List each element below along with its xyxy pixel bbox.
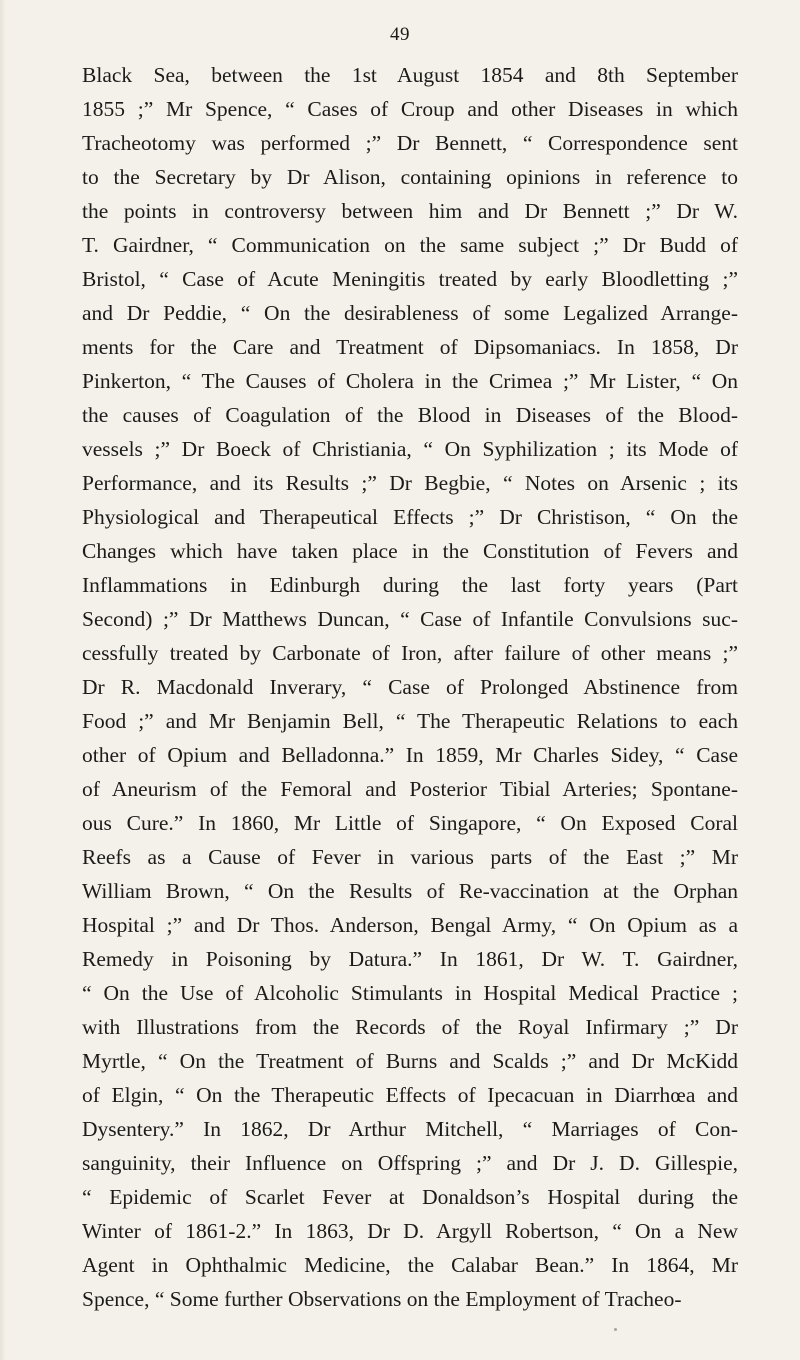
text-line: Agent in Ophthalmic Medicine, the Calabar Bean.” In 1864, Mr	[82, 1253, 738, 1277]
text-line: “ On the Use of Alcoholic Stimulants in Hospital Medical Practice ;	[82, 981, 738, 1005]
text-line: sanguinity, their Influence on Offspring ;” and Dr J. D. Gillespie,	[82, 1151, 738, 1175]
text-line: Dr R. Macdonald Inverary, “ Case of Prolonged Abstinence from	[82, 675, 738, 699]
text-line: ments for the Care and Treatment of Dipsomaniacs. In 1858, Dr	[82, 335, 738, 359]
text-line: Bristol, “ Case of Acute Meningitis treated by early Bloodletting ;”	[82, 267, 738, 291]
text-line: 1855 ;” Mr Spence, “ Cases of Croup and other Diseases in which	[82, 97, 738, 121]
text-line: Tracheotomy was performed ;” Dr Bennett, “ Correspondence sent	[82, 131, 738, 155]
page-number: 49	[390, 24, 410, 45]
text-line: Hospital ;” and Dr Thos. Anderson, Bengal Army, “ On Opium as a	[82, 913, 738, 937]
text-line: the causes of Coagulation of the Blood in Diseases of the Blood-	[82, 403, 738, 427]
text-line: T. Gairdner, “ Communication on the same subject ;” Dr Budd of	[82, 233, 738, 257]
text-line: to the Secretary by Dr Alison, containing opinions in reference to	[82, 165, 738, 189]
text-line: Changes which have taken place in the Constitution of Fevers and	[82, 539, 738, 563]
page-edge-shadow	[0, 0, 6, 1360]
text-line: Myrtle, “ On the Treatment of Burns and Scalds ;” and Dr McKidd	[82, 1049, 738, 1073]
text-line: Food ;” and Mr Benjamin Bell, “ The Therapeutic Relations to each	[82, 709, 738, 733]
text-line: Second) ;” Dr Matthews Duncan, “ Case of Infantile Convulsions suc-	[82, 607, 738, 631]
text-line: Reefs as a Cause of Fever in various parts of the East ;” Mr	[82, 845, 738, 869]
text-line: vessels ;” Dr Boeck of Christiania, “ On Syphilization ; its Mode of	[82, 437, 738, 461]
text-line: cessfully treated by Carbonate of Iron, after failure of other means ;”	[82, 641, 738, 665]
text-line: Physiological and Therapeutical Effects ;” Dr Christison, “ On the	[82, 505, 738, 529]
body-text	[82, 58, 738, 1316]
text-line: Remedy in Poisoning by Datura.” In 1861, Dr W. T. Gairdner,	[82, 947, 738, 971]
text-line: Winter of 1861-2.” In 1863, Dr D. Argyll Robertson, “ On a New	[82, 1219, 738, 1243]
text-line: other of Opium and Belladonna.” In 1859, Mr Charles Sidey, “ Case	[82, 743, 738, 767]
ink-speck	[614, 1328, 617, 1331]
text-line: Performance, and its Results ;” Dr Begbie, “ Notes on Arsenic ; its	[82, 471, 738, 495]
text-line: and Dr Peddie, “ On the desirableness of some Legalized Arrange-	[82, 301, 738, 325]
text-line: Spence, “ Some further Observations on the Employment of Tracheo-	[82, 1287, 682, 1311]
text-line: Pinkerton, “ The Causes of Cholera in the Crimea ;” Mr Lister, “ On	[82, 369, 738, 393]
text-line: ous Cure.” In 1860, Mr Little of Singapore, “ On Exposed Coral	[82, 811, 738, 835]
text-line: of Aneurism of the Femoral and Posterior Tibial Arteries; Spontane-	[82, 777, 738, 801]
text-line: “ Epidemic of Scarlet Fever at Donaldson’s Hospital during the	[82, 1185, 738, 1209]
text-line: William Brown, “ On the Results of Re-vaccination at the Orphan	[82, 879, 738, 903]
text-line: Black Sea, between the 1st August 1854 and 8th September	[82, 63, 738, 87]
text-line: with Illustrations from the Records of the Royal Infirmary ;” Dr	[82, 1015, 738, 1039]
text-line: Inflammations in Edinburgh during the last forty years (Part	[82, 573, 738, 597]
text-line: of Elgin, “ On the Therapeutic Effects of Ipecacuan in Diarrhœa and	[82, 1083, 738, 1107]
text-line: the points in controversy between him and Dr Bennett ;” Dr W.	[82, 199, 738, 223]
text-line: Dysentery.” In 1862, Dr Arthur Mitchell, “ Marriages of Con-	[82, 1117, 738, 1141]
